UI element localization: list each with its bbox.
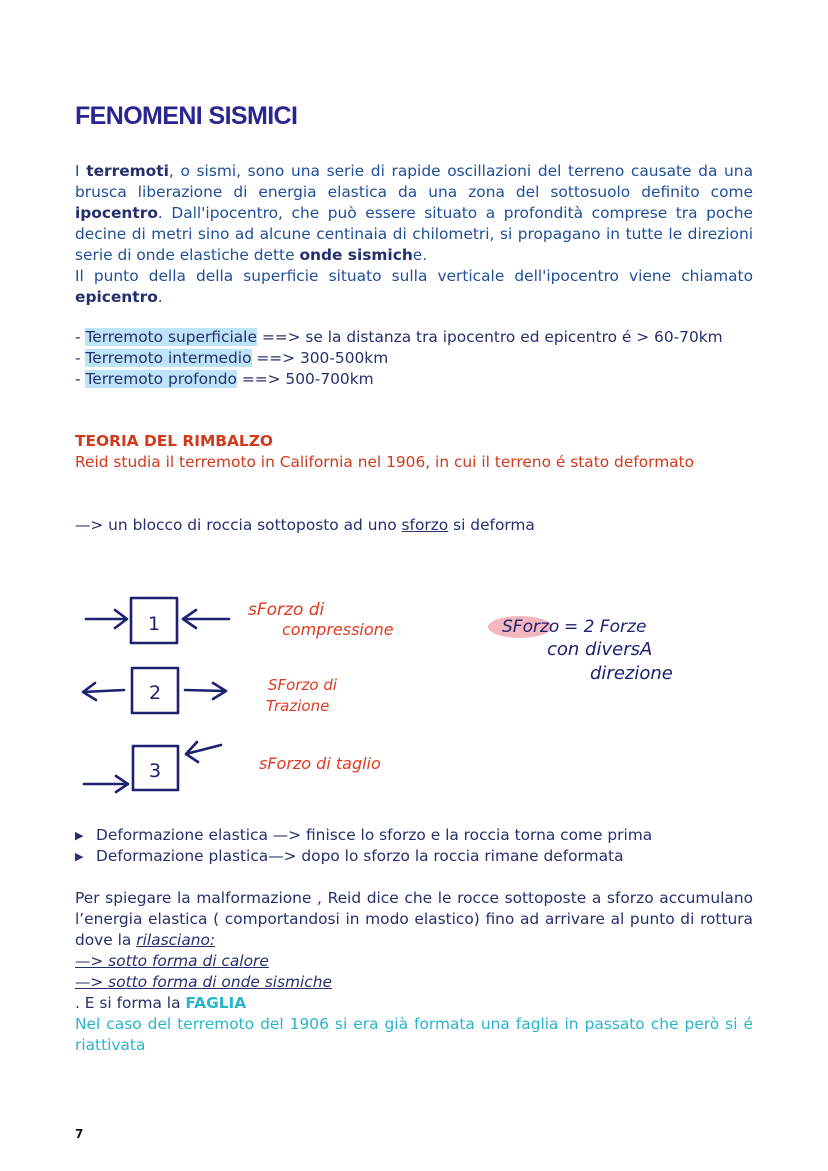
faglia-word: FAGLIA — [185, 994, 247, 1012]
def-diversa: con diversA — [547, 639, 653, 660]
def-forze: = 2 Forze — [564, 617, 647, 637]
arrow-out-right-icon — [185, 683, 226, 699]
note-taglio: sForzo di taglio — [259, 754, 381, 773]
box-3-label: 3 — [148, 760, 162, 782]
box-2-label: 2 — [148, 682, 162, 704]
page-title: FENOMENI SISMICI — [75, 102, 298, 130]
deformation-list — [75, 825, 753, 867]
list-item: ▶ Deformazione plastica—> dopo lo sforzo la roccia rimane deformata — [75, 847, 624, 865]
note-trazione-1: SForzo di — [268, 676, 338, 694]
type-superficiale: - Terremoto superficiale ==> se la distanza tra ipocentro ed epicentro é > 60-70km — [75, 328, 723, 346]
final-note: Nel caso del terremoto del 1906 si era già formata una faglia in passato che però si é riattivata — [75, 1015, 753, 1054]
sforzo-link: sforzo — [401, 516, 449, 534]
stress-diagram — [0, 580, 828, 805]
earthquake-types — [75, 327, 753, 390]
bullet-triangle-icon: ▶ — [75, 829, 84, 842]
note-compressione-1: sForzo di — [248, 600, 325, 620]
rimbalzo-section — [75, 431, 753, 473]
box-1-label: 1 — [147, 613, 161, 635]
def-sforzo: SForzo — [502, 617, 560, 637]
note-trazione-2: Trazione — [266, 697, 330, 715]
arrow-shear-top-icon — [186, 742, 221, 762]
rimbalzo-text: Reid studia il terremoto in California nel 1906, in cui il terreno é stato deformato — [75, 453, 695, 471]
blocco-line: —> un blocco di roccia sottoposto ad uno sforzo si deforma — [75, 516, 535, 534]
intro-paragraph: I terremoti, o sismi, sono una serie di rapide oscillazioni del terreno causate da una brusca liberazione di energia elastica da una zona del sottosuolo definito come ipocentro. Dall'ipocentro, che può essere situato a profondità comprese tra poche decine di metri sino ad alcune centinaia di chilometri, si propagano in tutte le direzioni serie di onde elastiche dette onde sismiche. Il punto della della superficie situato sulla verticale dell'ipocentro viene chiamato epicentro. — [75, 162, 753, 306]
arrow-in-right-icon — [183, 610, 229, 628]
def-direzione: direzione — [590, 663, 673, 684]
arrow-out-left-icon — [83, 683, 124, 700]
calore-line: —> sotto forma di calore — [75, 952, 269, 970]
type-intermedio: - Terremoto intermedio ==> 300-500km — [75, 349, 389, 367]
type-profondo: - Terremoto profondo ==> 500-700km — [75, 370, 374, 388]
onde-line: —> sotto forma di onde sismiche — [75, 973, 332, 991]
arrow-shear-bottom-icon — [84, 776, 128, 792]
rilasciano-link: rilasciano: — [136, 931, 216, 949]
page-number: 7 — [75, 1127, 84, 1141]
list-item: ▶ Deformazione elastica —> finisce lo sforzo e la roccia torna come prima — [75, 826, 653, 844]
arrow-in-left-icon — [86, 610, 127, 628]
note-compressione-2: compressione — [282, 620, 394, 639]
rimbalzo-title: TEORIA DEL RIMBALZO — [75, 432, 273, 450]
bullet-triangle-icon: ▶ — [75, 850, 84, 863]
spiegare-section: Per spiegare la malformazione , Reid dice che le rocce sottoposte a sforzo accumulano l’energia elastica ( comportandosi in modo elastico) fino ad arrivare al punto di rottura dove la rilasciano: —> sotto forma di calore —> sotto forma di onde sismiche . E si forma la FAGLIA Nel caso del terremoto del 1906 si era già formata una faglia in passato che però si é riattivata — [75, 889, 753, 1054]
